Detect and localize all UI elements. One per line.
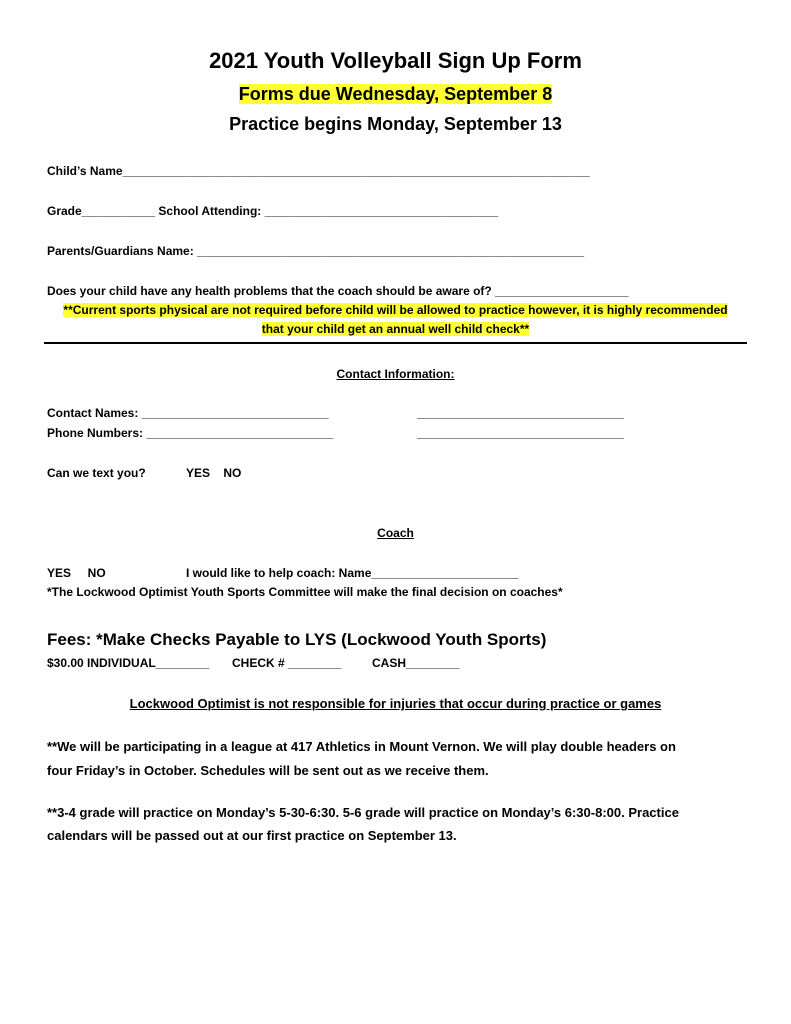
- help-coach-field[interactable]: I would like to help coach: Name______________________: [186, 566, 519, 580]
- text-question: Can we text you?: [47, 466, 146, 480]
- contact-names-field[interactable]: Contact Names: ____________________________: [47, 406, 329, 420]
- contact-names-field-2[interactable]: _______________________________: [417, 406, 624, 420]
- childs-name-field[interactable]: Child’s Name______________________________________________________________________: [47, 164, 590, 178]
- committee-note: *The Lockwood Optimist Youth Sports Committee will make the final decision on coaches*: [47, 585, 563, 599]
- physical-note-text-1: **Current sports physical are not required before child will be allowed to practice however, it is highly recommended: [63, 303, 728, 317]
- check-number-field[interactable]: CHECK # ________: [232, 656, 342, 670]
- forms-due-line: [0, 84, 791, 105]
- health-problems-field[interactable]: Does your child have any health problems that the coach should be aware of? ____________________: [47, 284, 629, 298]
- practice-note-line-2: calendars will be passed out at our first practice on September 13.: [47, 828, 457, 843]
- liability-disclaimer: Lockwood Optimist is not responsible for injuries that occur during practice or games: [129, 696, 662, 711]
- forms-due-text: Forms due Wednesday, September 8: [238, 84, 553, 104]
- parents-name-field[interactable]: Parents/Guardians Name: __________________________________________________________: [47, 244, 585, 258]
- section-divider: [44, 342, 747, 344]
- coach-heading: Coach: [377, 526, 414, 540]
- phone-numbers-field[interactable]: Phone Numbers: ____________________________: [47, 426, 334, 440]
- physical-note-line-1: [0, 303, 791, 317]
- coach-yes-no-options[interactable]: YES NO: [47, 566, 106, 580]
- grade-school-field[interactable]: Grade___________ School Attending: ___________________________________: [47, 204, 499, 218]
- phone-numbers-field-2[interactable]: _______________________________: [417, 426, 624, 440]
- league-note-line-2: four Friday’s in October. Schedules will be sent out as we receive them.: [47, 763, 489, 778]
- physical-note-text-2: that your child get an annual well child check**: [261, 322, 530, 336]
- text-yes-no-options[interactable]: YES NO: [186, 466, 242, 480]
- cash-field[interactable]: CASH________: [372, 656, 460, 670]
- league-note-line-1: **We will be participating in a league at 417 Athletics in Mount Vernon. We will play double headers on: [47, 739, 676, 754]
- practice-begins-line: Practice begins Monday, September 13: [229, 114, 562, 134]
- individual-fee-field[interactable]: $30.00 INDIVIDUAL________: [47, 656, 210, 670]
- physical-note-line-2: [0, 322, 791, 336]
- contact-heading: Contact Information:: [336, 367, 455, 381]
- fees-heading: Fees: *Make Checks Payable to LYS (Lockwood Youth Sports): [47, 630, 547, 649]
- practice-note-line-1: **3-4 grade will practice on Monday’s 5-30-6:30. 5-6 grade will practice on Monday’s 6:30-8:00. Practice: [47, 805, 679, 820]
- form-title: 2021 Youth Volleyball Sign Up Form: [209, 48, 582, 73]
